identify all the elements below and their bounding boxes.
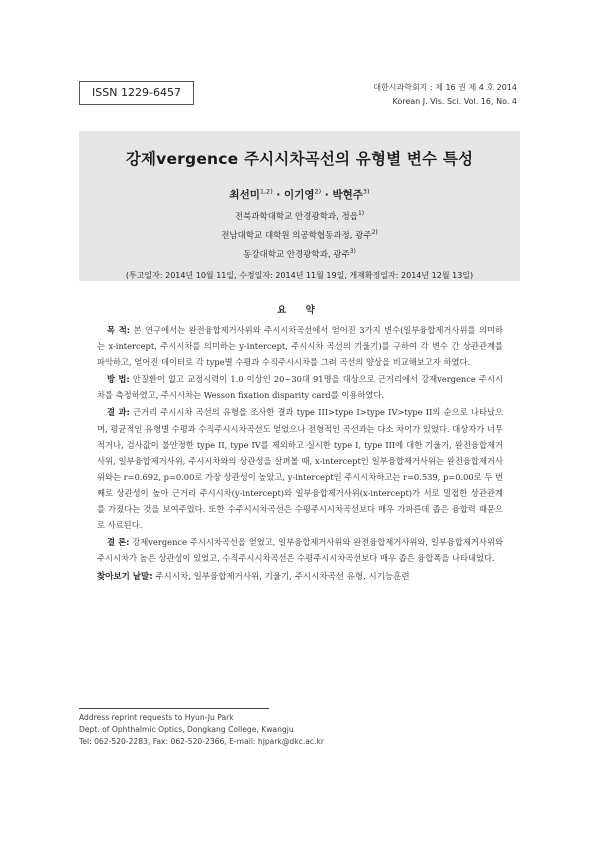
footnote-line: Tel: 062-520-2283, Fax: 062-520-2366, E-mail: hjpark@dkc.ac.kr <box>79 736 324 746</box>
submission-dates: (투고일자: 2014년 10월 11일, 수정일자: 2014년 11월 19일, 게재확정일자: 2014년 12월 13일) <box>125 271 474 281</box>
keywords-list: 주시시차, 일부융합제거사위, 기울기, 주시시차곡선 유형, 시기능훈련 <box>152 572 410 582</box>
affiliation: 전남대학교 대학원 의공학협동과정, 광주$^{2)}$ <box>221 228 378 241</box>
keywords <box>97 570 503 584</box>
journal-reference <box>373 81 517 109</box>
issn-box: ISSN 1229-6457 <box>79 81 194 105</box>
author-separator: · <box>272 189 285 201</box>
author-affil-mark: 3) <box>362 187 370 196</box>
abstract-paragraph-methods: 방 법: 안질환이 없고 교정시력이 1.0 이상인 20~30대 91명을 대상으로 근거리에서 강제vergence 주시시차를 측정하였고, 주시시차는 Wesson fixation disparity card를 이용하였다. <box>97 374 503 401</box>
author-separator: · <box>321 189 333 201</box>
author-name: 박현주 <box>332 189 363 201</box>
author-affil-mark: 2) <box>314 187 322 196</box>
author-affil-mark: 1,2) <box>259 187 273 196</box>
affiliation: 동강대학교 안경광학과, 광주$^{3)}$ <box>243 247 356 260</box>
paper-title: 강제vergence 주시시차곡선의 유형별 변수 특성 <box>125 150 474 168</box>
title-block <box>79 131 520 281</box>
abstract-body <box>97 322 503 566</box>
affiliation-list <box>79 206 520 262</box>
author-list <box>79 187 520 202</box>
footnote-line: Dept. of Ophthalmic Optics, Dongkang College, Kwangju <box>79 724 294 734</box>
author-name: 최선미 <box>229 189 260 201</box>
abstract-heading: 요 약 <box>277 305 323 316</box>
journal-ref-korean: 대한시과학회지 : 제 16 권 제 4 호 2014 <box>373 83 517 92</box>
affiliation: 전북과학대학교 안경광학과, 정읍$^{1)}$ <box>234 210 365 222</box>
abstract-paragraph-purpose: 목 적: 본 연구에서는 완전융합제거사위와 주시시차곡선에서 얻어진 3가지 변수(일부융합제거사위를 의미하는 x-intercept, 주시시차를 의미하는 y-intercept, 주시시차 곡선의 기울기)를 구하여 각 변수 간 상관관계를 파악하고, 얻어진 데이터로 각 type별 수평과 수직주시시차를 그려 곡선의 양상을 비교해보고자 하였다. <box>97 325 503 368</box>
footnote-line: Address reprint requests to Hyun-Ju Park <box>79 713 234 722</box>
journal-ref-english: Korean J. Vis. Sci. Vol. 16, No. 4 <box>392 97 517 106</box>
abstract-paragraph-results: 결 과: 근거리 주시시차 곡선의 유형을 조사한 결과 type III>type I>type IV>type II의 순으로 나타났으며, 평균적인 유형별 수평과 수직주시시차곡선도 얻었으나 전형적인 곡선과는 다소 차이가 있었다. 대상자가 너무 적거나, 검사값이 불안정한 type II, type IV를 제외하고 실시한 type I, type III에 대한 기울기, 완전융합제거 사위, 일부융합제거사위, 주시시차와의 상관성을 살펴볼 때, x-intercept인 일부융합제거사위는 완전융합제거사위와는 r=0.692, p=0.00로 가장 상관성이 높았고, y-intercept인 주시시차하고는 r=0.539, p=0.00로 두 번째로 상관성이 높아 근거리 주시시차(y-intercept)와 일부융합제거사위(x-intercept)가 서로 밀접한 상관관계를 가졌다는 것을 보여주었다. 또한 수주시시차곡선은 수평주시시차곡선보다 매우 가파른데 좁은 융합력 때문으로 사료된다. <box>97 407 503 531</box>
correspondence-footnote <box>79 712 324 747</box>
footnote-divider <box>79 708 269 709</box>
keywords-label: 찾아보기 낱말: <box>97 572 153 582</box>
abstract-paragraph-conclusion: 결 론: 강제vergence 주시시차곡선을 얻었고, 일부융합제거사위와 완전융합제거사위와, 일부융합제거사위와 주시시차가 높은 상관성이 있었고, 수직주시시차곡선은 수평주시시차곡선보다 매우 좁은 융합폭을 나타내었다. <box>97 537 503 564</box>
author-name: 이기영 <box>284 189 315 201</box>
